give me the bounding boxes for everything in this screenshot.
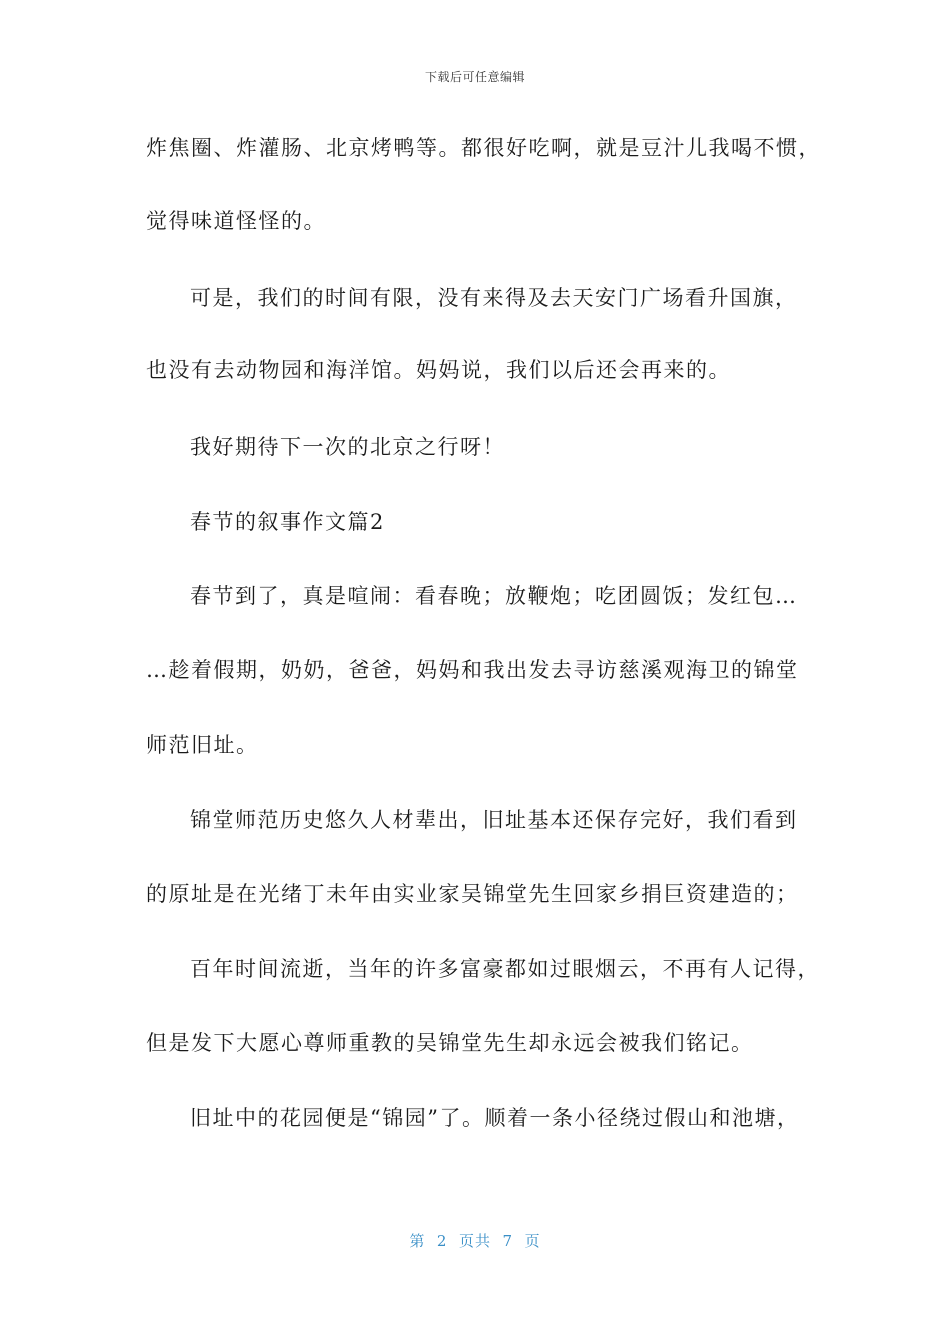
section-heading: 春节的叙事作文篇2 [190, 510, 385, 534]
body-line: 炸焦圈、炸灌肠、北京烤鸭等。都很好吃啊，就是豆汁儿我喝不惯， [146, 136, 821, 160]
page-number: 第 2 页共 7 页 [409, 1232, 541, 1250]
body-line: …趁着假期，奶奶，爸爸，妈妈和我出发去寻访慈溪观海卫的锦堂 [146, 658, 799, 682]
body-line: 觉得味道怪怪的。 [146, 209, 326, 233]
body-line: 春节到了，真是喧闹：看春晚；放鞭炮；吃团圆饭；发红包… [190, 584, 798, 608]
body-line: 但是发下大愿心尊师重教的吴锦堂先生却永远会被我们铭记。 [146, 1031, 754, 1055]
body-line: 师范旧址。 [146, 733, 259, 757]
body-line: 旧址中的花园便是“锦园”了。顺着一条小径绕过假山和池塘， [190, 1106, 800, 1130]
body-line: 锦堂师范历史悠久人材辈出，旧址基本还保存完好，我们看到 [190, 808, 798, 832]
body-line: 可是，我们的时间有限，没有来得及去天安门广场看升国旗， [190, 286, 798, 310]
header-note: 下载后可任意编辑 [424, 70, 525, 84]
body-line: 百年时间流逝，当年的许多富豪都如过眼烟云，不再有人记得， [190, 957, 820, 981]
body-line: 的原址是在光绪丁未年由实业家吴锦堂先生回家乡捐巨资建造的； [146, 882, 799, 906]
body-line: 也没有去动物园和海洋馆。妈妈说，我们以后还会再来的。 [146, 358, 731, 382]
body-line: 我好期待下一次的北京之行呀！ [190, 435, 505, 459]
